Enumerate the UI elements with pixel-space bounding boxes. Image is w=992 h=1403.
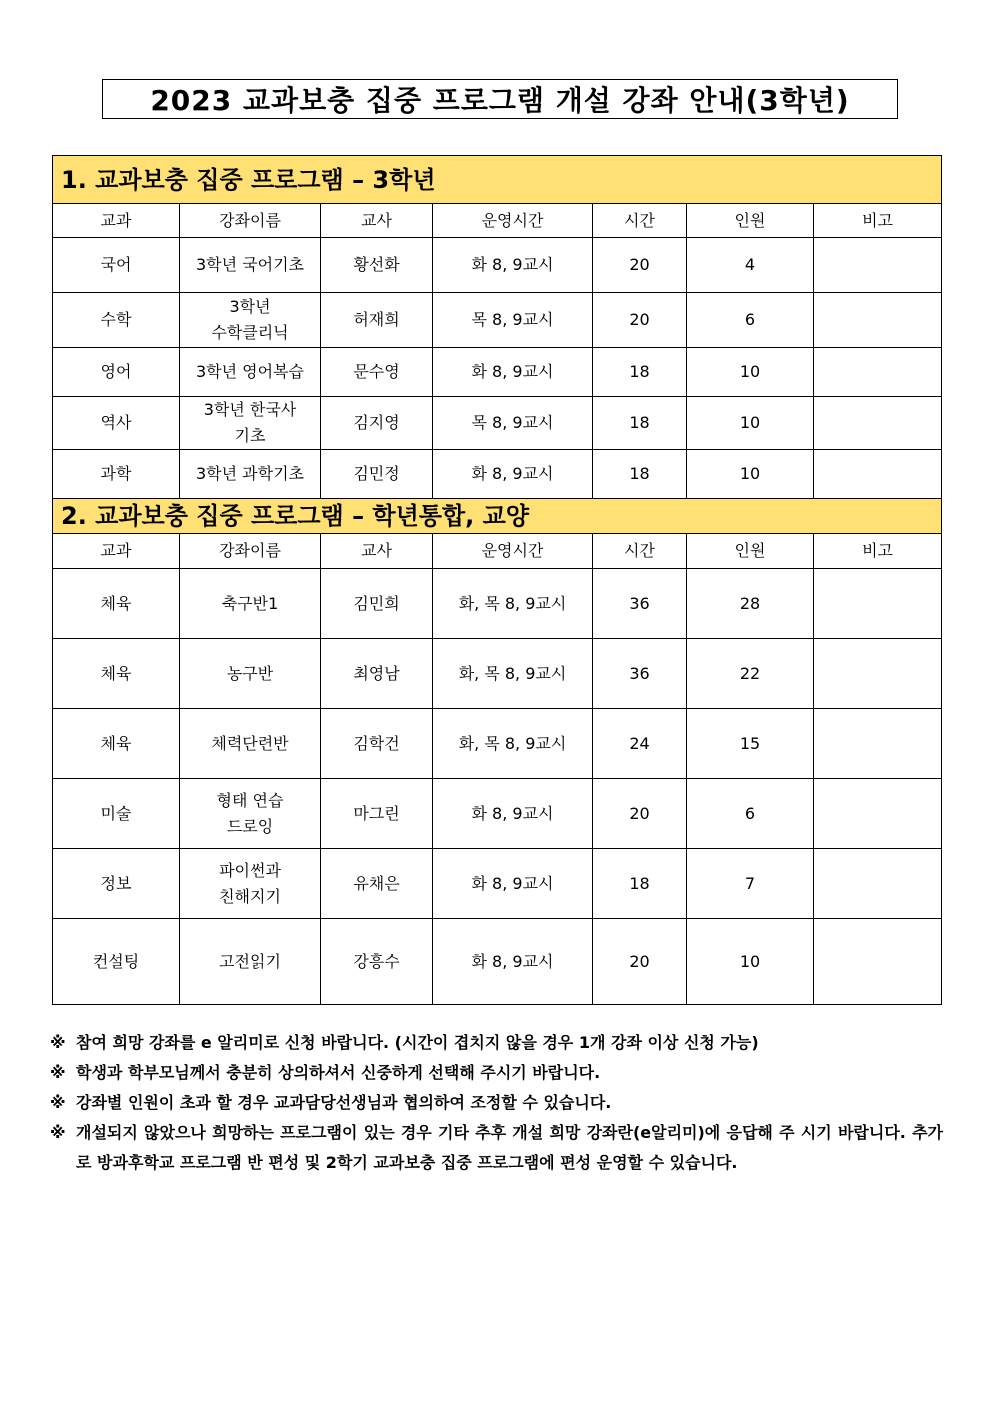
reference-mark-icon: ※ — [50, 1093, 66, 1112]
schedule-cell: 화 8, 9교시 — [433, 919, 593, 1005]
capacity-cell: 10 — [687, 450, 814, 499]
course-table — [52, 155, 942, 1005]
capacity-cell: 10 — [687, 397, 814, 450]
remarks-cell — [814, 293, 942, 348]
course-name-cell: 3학년 국어기초 — [180, 238, 321, 293]
teacher-cell: 문수영 — [321, 348, 433, 397]
subject-cell: 수학 — [53, 293, 180, 348]
capacity-cell: 7 — [687, 849, 814, 919]
capacity-cell: 4 — [687, 238, 814, 293]
column-header: 비고 — [814, 534, 942, 569]
schedule-cell: 화 8, 9교시 — [433, 849, 593, 919]
course-name-cell: 농구반 — [180, 639, 321, 709]
hours-cell: 20 — [593, 779, 687, 849]
hours-cell: 18 — [593, 397, 687, 450]
hours-cell: 18 — [593, 348, 687, 397]
hours-cell: 20 — [593, 238, 687, 293]
hours-cell: 24 — [593, 709, 687, 779]
table-row — [53, 397, 942, 450]
subject-cell: 체육 — [53, 569, 180, 639]
table-row — [53, 569, 942, 639]
note-item — [50, 1028, 943, 1058]
column-header: 시간 — [593, 534, 687, 569]
remarks-cell — [814, 709, 942, 779]
hours-cell: 36 — [593, 639, 687, 709]
document-title: 2023 교과보충 집중 프로그램 개설 강좌 안내(3학년) — [102, 79, 898, 119]
table-row — [53, 238, 942, 293]
column-header: 교사 — [321, 534, 433, 569]
remarks-cell — [814, 849, 942, 919]
capacity-cell: 10 — [687, 348, 814, 397]
table-row — [53, 450, 942, 499]
column-header: 교과 — [53, 534, 180, 569]
teacher-cell: 김학건 — [321, 709, 433, 779]
course-name-cell: 형태 연습 드로잉 — [180, 779, 321, 849]
subject-cell: 미술 — [53, 779, 180, 849]
course-name-cell: 고전읽기 — [180, 919, 321, 1005]
hours-cell: 18 — [593, 450, 687, 499]
course-name-cell: 체력단련반 — [180, 709, 321, 779]
reference-mark-icon: ※ — [50, 1033, 66, 1052]
subject-cell: 역사 — [53, 397, 180, 450]
note-text: 학생과 학부모님께서 충분히 상의하셔서 신중하게 선택해 주시기 바랍니다. — [76, 1063, 601, 1082]
column-header: 비고 — [814, 204, 942, 238]
note-item — [50, 1118, 943, 1178]
teacher-cell: 유채은 — [321, 849, 433, 919]
note-text: 개설되지 않았으나 희망하는 프로그램이 있는 경우 기타 추후 개설 희망 강좌란(e알리미)에 응답해 주 시기 바랍니다. 추가로 방과후학교 프로그램 반 편성 및 2학기 교과보충 집중 프로그램에 편성 운영할 수 있습니다. — [76, 1123, 943, 1172]
course-name-cell: 3학년 과학기초 — [180, 450, 321, 499]
remarks-cell — [814, 238, 942, 293]
table-row — [53, 639, 942, 709]
note-text: 강좌별 인원이 초과 할 경우 교과담당선생님과 협의하여 조정할 수 있습니다. — [76, 1093, 612, 1112]
capacity-cell: 6 — [687, 779, 814, 849]
table-row — [53, 779, 942, 849]
section-heading-row — [53, 499, 942, 534]
section-heading: 1. 교과보충 집중 프로그램 – 3학년 — [53, 156, 942, 204]
subject-cell: 국어 — [53, 238, 180, 293]
teacher-cell: 황선화 — [321, 238, 433, 293]
capacity-cell: 15 — [687, 709, 814, 779]
course-name-cell: 축구반1 — [180, 569, 321, 639]
column-header: 강좌이름 — [180, 204, 321, 238]
remarks-cell — [814, 397, 942, 450]
remarks-cell — [814, 348, 942, 397]
section-heading-row — [53, 156, 942, 204]
column-header: 교사 — [321, 204, 433, 238]
teacher-cell: 허재희 — [321, 293, 433, 348]
column-header-row — [53, 534, 942, 569]
column-header: 운영시간 — [433, 534, 593, 569]
schedule-cell: 화 8, 9교시 — [433, 779, 593, 849]
remarks-cell — [814, 450, 942, 499]
remarks-cell — [814, 569, 942, 639]
schedule-cell: 화, 목 8, 9교시 — [433, 569, 593, 639]
capacity-cell: 22 — [687, 639, 814, 709]
notes-section — [50, 1028, 943, 1178]
subject-cell: 체육 — [53, 709, 180, 779]
hours-cell: 36 — [593, 569, 687, 639]
capacity-cell: 10 — [687, 919, 814, 1005]
capacity-cell: 6 — [687, 293, 814, 348]
schedule-cell: 화 8, 9교시 — [433, 450, 593, 499]
schedule-cell: 목 8, 9교시 — [433, 397, 593, 450]
column-header-row — [53, 204, 942, 238]
column-header: 교과 — [53, 204, 180, 238]
table-row — [53, 849, 942, 919]
subject-cell: 과학 — [53, 450, 180, 499]
remarks-cell — [814, 779, 942, 849]
reference-mark-icon: ※ — [50, 1063, 66, 1082]
teacher-cell: 마그린 — [321, 779, 433, 849]
course-name-cell: 파이썬과 친해지기 — [180, 849, 321, 919]
schedule-cell: 화 8, 9교시 — [433, 238, 593, 293]
teacher-cell: 김민희 — [321, 569, 433, 639]
teacher-cell: 김민정 — [321, 450, 433, 499]
hours-cell: 18 — [593, 849, 687, 919]
course-name-cell: 3학년 수학클리닉 — [180, 293, 321, 348]
column-header: 인원 — [687, 204, 814, 238]
remarks-cell — [814, 639, 942, 709]
note-text: 참여 희망 강좌를 e 알리미로 신청 바랍니다. (시간이 겹치지 않을 경우 1개 강좌 이상 신청 가능) — [76, 1033, 759, 1052]
table-row — [53, 293, 942, 348]
remarks-cell — [814, 919, 942, 1005]
schedule-cell: 화, 목 8, 9교시 — [433, 709, 593, 779]
teacher-cell: 김지영 — [321, 397, 433, 450]
column-header: 인원 — [687, 534, 814, 569]
capacity-cell: 28 — [687, 569, 814, 639]
course-name-cell: 3학년 한국사 기초 — [180, 397, 321, 450]
teacher-cell: 최영남 — [321, 639, 433, 709]
subject-cell: 컨설팅 — [53, 919, 180, 1005]
note-item — [50, 1058, 943, 1088]
subject-cell: 영어 — [53, 348, 180, 397]
subject-cell: 체육 — [53, 639, 180, 709]
schedule-cell: 화 8, 9교시 — [433, 348, 593, 397]
table-row — [53, 709, 942, 779]
hours-cell: 20 — [593, 919, 687, 1005]
note-item — [50, 1088, 943, 1118]
column-header: 운영시간 — [433, 204, 593, 238]
table-row — [53, 348, 942, 397]
reference-mark-icon: ※ — [50, 1123, 66, 1142]
schedule-cell: 목 8, 9교시 — [433, 293, 593, 348]
course-name-cell: 3학년 영어복습 — [180, 348, 321, 397]
subject-cell: 정보 — [53, 849, 180, 919]
teacher-cell: 강흥수 — [321, 919, 433, 1005]
schedule-cell: 화, 목 8, 9교시 — [433, 639, 593, 709]
column-header: 시간 — [593, 204, 687, 238]
hours-cell: 20 — [593, 293, 687, 348]
section-heading: 2. 교과보충 집중 프로그램 – 학년통합, 교양 — [53, 499, 942, 534]
table-row — [53, 919, 942, 1005]
column-header: 강좌이름 — [180, 534, 321, 569]
